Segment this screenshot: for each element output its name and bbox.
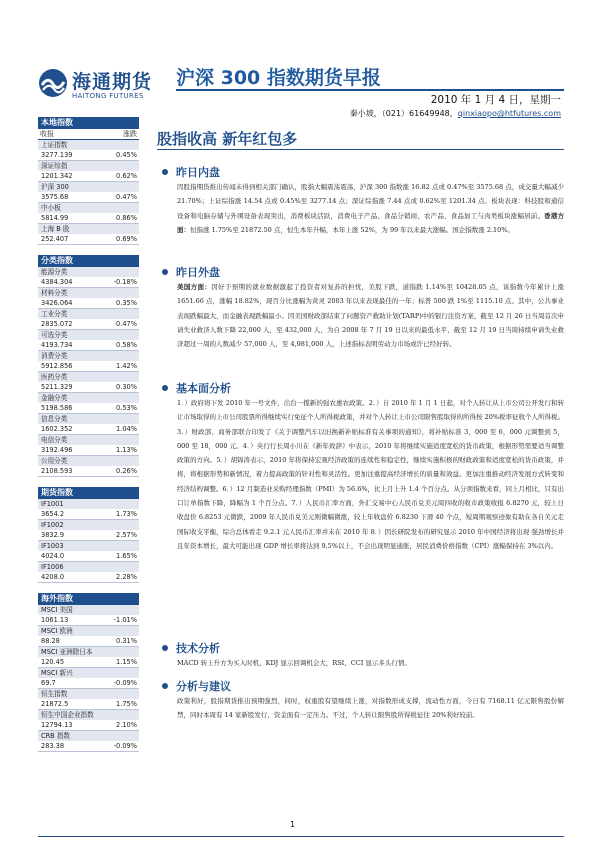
index-change-value: 0.30% (116, 383, 137, 391)
company-name-cn: 海通期货 (72, 71, 153, 93)
index-change-value: -0.09% (113, 679, 137, 687)
index-name: 上海 B 股 (38, 224, 139, 234)
index-values-row (38, 277, 139, 288)
index-close-value: 3575.68 (41, 193, 69, 201)
index-close-value: 1602.352 (41, 425, 73, 433)
index-values-row (38, 720, 139, 731)
section-title-domestic: 昨日内盘 (162, 164, 220, 180)
index-change-value: 1.15% (116, 658, 137, 666)
index-name: MSCI 欧洲 (38, 626, 139, 636)
index-name: 恒生中国企业指数 (38, 710, 139, 720)
index-change-value: 0.58% (116, 341, 137, 349)
foreign-index-header: 海外指数 (38, 593, 139, 605)
index-name: 中小板 (38, 203, 139, 213)
index-name: 消费分类 (38, 351, 139, 361)
index-values-row (38, 361, 139, 372)
index-close-value: 1201.342 (41, 172, 73, 180)
domestic-index-list (38, 140, 139, 245)
column-change-label: 涨跌 (123, 130, 137, 138)
futures-index-list (38, 499, 139, 583)
index-name: MSCI 美国 (38, 605, 139, 615)
index-name: IF1002 (38, 520, 139, 530)
section-body-advice: 政策利好，股指期货推出预期强烈，同时，权重股有望继续上涨，对指数形成支撑，流动性方面，今日有 7168.11 亿元限售股份解禁，同时本周有 14 家新股发行，资金面有一定压力。不过，个人转让限售股所得税征往 20%利好较前。 (177, 697, 564, 720)
report-title: 沪深 300 指数期货早报 (176, 67, 381, 89)
index-change-value: 0.35% (116, 299, 137, 307)
index-change-value: 2.10% (116, 721, 137, 729)
headline-rule (157, 149, 564, 150)
author-email-link[interactable]: qinxiaopo@htfutures.com (457, 109, 561, 118)
index-change-value: 1.73% (116, 510, 137, 518)
index-values-row (38, 657, 139, 668)
section-title-overseas: 昨日外盘 (162, 264, 220, 280)
index-values-row (38, 678, 139, 689)
index-close-value: 69.7 (41, 679, 56, 687)
index-close-value: 88.28 (41, 637, 60, 645)
index-values-row (38, 445, 139, 456)
index-close-value: 283.38 (41, 742, 65, 750)
index-close-value: 2108.593 (41, 467, 73, 475)
index-values-row (38, 213, 139, 224)
bullet-icon (162, 645, 168, 651)
index-change-value: 0.45% (116, 151, 137, 159)
index-name: CRB 指数 (38, 731, 139, 741)
index-change-value: -0.09% (113, 742, 137, 750)
headline: 股指收高 新年红包多 (157, 130, 298, 148)
index-values-row (38, 530, 139, 541)
index-close-value: 5198.586 (41, 404, 73, 412)
sector-index-header: 分类指数 (38, 255, 139, 267)
report-date: 2010 年 1 月 4 日，星期一 (430, 94, 561, 106)
index-values-row (38, 298, 139, 309)
section-body-overseas: 美国方面：因好于预期的就业数据激起了投资者对复苏的担忧，美股下跌，道指跌 1.14%至 10428.05 点，该指数今年累计上涨 1651.66 点，涨幅 18.82%，现百分比涨幅为黄灵 2003 年以来表现最佳的一年；标普 500 跌 1%至 1115.10 点。其中，公共事业表现跌幅最大，而金融表现跌幅最小。因美国财政部结束了问题资产救助计划(TARP)中的银行注资方案，截至 12 月 26 日当周首次申请失业救济人数下降 22,000 人，至 432,000 人，为自 2008 年 7 月 19 日以来的最低水平，截至 12 月 19 日当周持续申请失业救济超过一周的人数减少 57,000 人，至 4,981,000 人，上述指标表明劳动力市场或许已经好转。 (177, 283, 564, 349)
bullet-icon (162, 269, 168, 275)
author-line (350, 108, 561, 119)
index-name: IF1001 (38, 499, 139, 509)
index-change-value: 1.75% (116, 700, 137, 708)
index-change-value: 2.57% (116, 531, 137, 539)
futures-index-header: 期货指数 (38, 487, 139, 499)
index-change-value: 0.47% (116, 320, 137, 328)
index-change-value: 0.53% (116, 404, 137, 412)
index-close-value: 3426.064 (41, 299, 73, 307)
index-change-value: 0.69% (116, 235, 137, 243)
index-close-value: 4024.0 (41, 552, 65, 560)
index-change-value: 1.65% (116, 552, 137, 560)
index-name: 材料分类 (38, 288, 139, 298)
section-title-technical: 技术分析 (162, 640, 220, 656)
index-values-row (38, 319, 139, 330)
sector-index-list (38, 267, 139, 477)
index-values-row (38, 509, 139, 520)
index-change-value: 0.31% (116, 637, 137, 645)
index-values-row (38, 551, 139, 562)
index-change-value: 1.42% (116, 362, 137, 370)
index-name: 可选分类 (38, 330, 139, 340)
index-values-row (38, 171, 139, 182)
index-values-row (38, 615, 139, 626)
index-close-value: 4208.0 (41, 573, 65, 581)
index-close-value: 252.407 (41, 235, 69, 243)
index-values-row (38, 636, 139, 647)
domestic-index-header: 本地指数 (38, 117, 139, 129)
author-name-phone: 秦小坡，（021）61649948， (349, 109, 458, 118)
foreign-index-list (38, 605, 139, 752)
haitong-logo-icon (38, 68, 68, 98)
index-name: IF1006 (38, 562, 139, 572)
index-close-value: 4193.734 (41, 341, 73, 349)
bullet-icon (162, 683, 168, 689)
index-values-row (38, 234, 139, 245)
index-change-value: -1.01% (113, 616, 137, 624)
market-data-sidebar (38, 117, 139, 752)
index-close-value: 21872.5 (41, 700, 69, 708)
column-close-label: 收报 (40, 130, 54, 138)
index-close-value: 3832.9 (41, 531, 65, 539)
index-values-row (38, 340, 139, 351)
index-close-value: 5912.856 (41, 362, 73, 370)
index-values-row (38, 382, 139, 393)
index-name: 工业分类 (38, 309, 139, 319)
index-change-value: 0.47% (116, 193, 137, 201)
index-values-row (38, 699, 139, 710)
index-close-value: 3192.496 (41, 446, 73, 454)
index-close-value: 5211.329 (41, 383, 73, 391)
index-change-value: 0.86% (116, 214, 137, 222)
index-name: 恒生指数 (38, 689, 139, 699)
index-name: MSCI 亚洲除日本 (38, 647, 139, 657)
index-close-value: 3277.139 (41, 151, 73, 159)
index-name: 能源分类 (38, 267, 139, 277)
index-close-value: 120.45 (41, 658, 65, 666)
index-values-row (38, 572, 139, 583)
index-name: IF1003 (38, 541, 139, 551)
index-close-value: 4384.304 (41, 278, 73, 286)
index-change-value: -0.18% (113, 278, 137, 286)
index-change-value: 2.28% (116, 573, 137, 581)
index-change-value: 0.62% (116, 172, 137, 180)
index-name: 上证指数 (38, 140, 139, 150)
index-name: 信息分类 (38, 414, 139, 424)
index-change-value: 1.04% (116, 425, 137, 433)
index-close-value: 3654.2 (41, 510, 65, 518)
company-name-en: HAITONG FUTURES (72, 92, 144, 100)
section-title-fundamentals: 基本面分析 (162, 380, 231, 396)
index-values-row (38, 403, 139, 414)
index-name: 医药分类 (38, 372, 139, 382)
index-values-row (38, 150, 139, 161)
section-body-domestic: 因股指期货推出传闻未得到相关部门确认，股指大幅震荡震荡，沪深 300 指数涨 16.82 点或 0.47%至 3575.68 点，成交量大幅减少 21.70%；上证综指涨 14.54 点或 0.45%至 3277.14 点；深证综指涨 7.44 点或 0.62%至 1201.34 点。板块表现：科技股和通信设备和电脑存储与外围设备表现突出，消费板块活跃，消费电子产品、食品分销商、农产品、食品加工与肉类板块涨幅居前。香港方面：恒指涨 1.75%至 21872.50 点，恒生本年升幅，本年上涨 52%，为 99 年以来最大涨幅。国企指数涨 2.10%。 (177, 183, 565, 234)
domestic-column-header (38, 129, 139, 140)
index-close-value: 5814.99 (41, 214, 69, 222)
index-name: 金融分类 (38, 393, 139, 403)
section-title-advice: 分析与建议 (162, 678, 231, 694)
index-name: 电信分类 (38, 435, 139, 445)
footer-rule (38, 836, 564, 837)
section-body-technical: MACD 转上升方为买入时机，KDJ 显示回调机会大，RSI、CCI 显示多头行情。 (177, 659, 411, 667)
index-name: 深证综指 (38, 161, 139, 171)
index-values-row (38, 424, 139, 435)
index-name: 公用分类 (38, 456, 139, 466)
index-close-value: 12794.13 (41, 721, 73, 729)
header-rule (176, 89, 564, 91)
page-number: 1 (290, 820, 296, 829)
index-close-value: 2835.072 (41, 320, 73, 328)
index-values-row (38, 192, 139, 203)
bullet-icon (162, 385, 168, 391)
index-close-value: 1061.13 (41, 616, 69, 624)
index-name: 沪深 300 (38, 182, 139, 192)
index-name: MSCI 新兴 (38, 668, 139, 678)
index-values-row (38, 741, 139, 752)
bullet-icon (162, 169, 168, 175)
index-change-value: 0.26% (116, 467, 137, 475)
index-change-value: 1.13% (116, 446, 137, 454)
section-body-fundamentals: 1．）政府将下发 2010 年一号文件，出台一揽新的强农惠农政策。2．）自 2010 年 1 月 1 日起，对个人转让从上市公司公开发行和转让市场取得的上市公司股票所得继续实行免征个人所得税政策，并对个人转让上市公司限售股取得的所得按 20%税率征收个人所得税。3．）财政部、商务部联合印发了《关于调整汽车以旧换新补贴标准有关事项的通知》，将补贴标准 3，000 至 6，000 元调整到 5，000 至 18，000 元。4．）央行行长周小川在《新年致辞》中表示，2010 年将继续实施适度宽松的货币政策，根据形势需要适当调整政策的方向。5．）胡锦涛表示，2010 年将保持宏观经济政策的连续性和稳定性，继续实施积极的财政政策和适度宽松的货币政策，并将，将根据形势和新情况，着力提高政策的针对性和灵活性。更加注重提高经济增长的质量和效益。更加注重推动经济发展方式转变和经济结构调整。6．）12 月制造业采购经理指数（PMI）为 56.6%，比上月上升 1.4 个百分点。从分项指数来看，同上月相比，只有出口订单指数下降，降幅为 1 个百分点。7．）人民币汇率方面，外汇交易中心人民币兑美元周四收的收市政策收报 6.8270 元，较上日收盘价 6.8253 元微跌，2009 年人民币兑美元则微幅微涨，较上年收盘价 6.8230 下滑 40 个点，短周期观察迹象有助在各自美元走 国际收支平衡，综合总体看走 9.2.1 元人民币汇率并未在 2010 年 8．）因长研院发布的研究显示 2010 年中国经济将出现 强劲增长并且年资本增长，最大可能出现 GDP 增长率将达到 9.5%以上，不会出现明显通胀，居民消费价格指数（CPI）涨幅保持在 3%以内。 (177, 399, 565, 550)
index-values-row (38, 466, 139, 477)
